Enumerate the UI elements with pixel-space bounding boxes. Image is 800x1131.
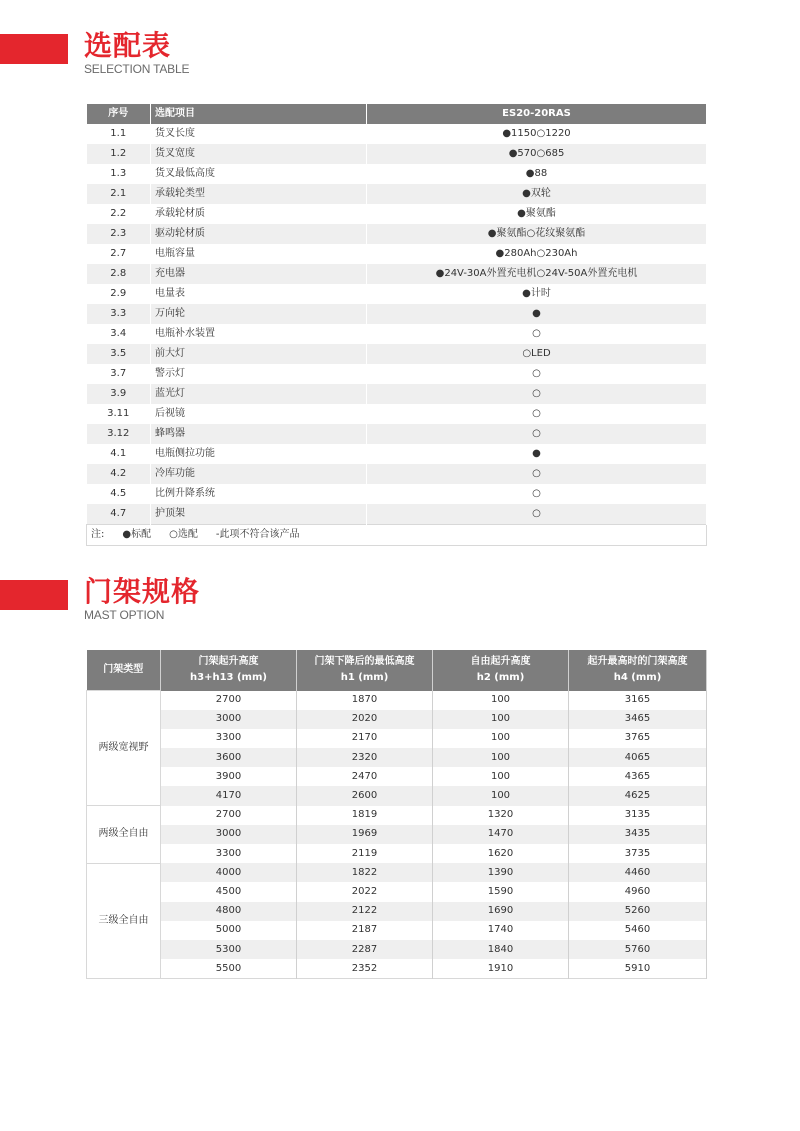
item-number-cell: 3.11 <box>87 404 151 424</box>
value-cell: 3465 <box>569 710 707 729</box>
item-value-cell: ●计时 <box>367 284 707 304</box>
table-row <box>87 825 707 844</box>
value-cell: 3000 <box>161 825 297 844</box>
legend-note-cell <box>87 525 707 546</box>
header-cell <box>297 650 433 691</box>
item-name-cell: 护顶架 <box>151 504 367 525</box>
value-cell: 2122 <box>297 902 433 921</box>
item-number-cell: 1.2 <box>87 144 151 164</box>
item-number-cell: 3.5 <box>87 344 151 364</box>
value-cell: 4500 <box>161 882 297 901</box>
table-row <box>87 444 707 464</box>
table-row <box>87 424 707 444</box>
value-cell: 100 <box>433 767 569 786</box>
header-cell: ES20-20RAS <box>367 104 707 124</box>
table-row <box>87 844 707 863</box>
value-cell: 4000 <box>161 863 297 882</box>
table-row <box>87 484 707 504</box>
item-number-cell: 2.8 <box>87 264 151 284</box>
item-name-cell: 蜂鸣器 <box>151 424 367 444</box>
item-value-cell: ○ <box>367 404 707 424</box>
table-row <box>87 164 707 184</box>
value-cell: 1870 <box>297 691 433 710</box>
item-name-cell: 电量表 <box>151 284 367 304</box>
item-number-cell: 4.1 <box>87 444 151 464</box>
value-cell: 3735 <box>569 844 707 863</box>
legend-note-row <box>87 525 707 546</box>
table-row <box>87 324 707 344</box>
item-name-cell: 货叉宽度 <box>151 144 367 164</box>
item-number-cell: 3.12 <box>87 424 151 444</box>
item-value-cell: ●聚氨酯 <box>367 204 707 224</box>
table-row <box>87 364 707 384</box>
item-number-cell: 2.1 <box>87 184 151 204</box>
value-cell: 100 <box>433 710 569 729</box>
table-row <box>87 124 707 144</box>
item-number-cell: 2.2 <box>87 204 151 224</box>
header-unit: h3+h13 (mm) <box>190 672 267 684</box>
table-row <box>87 863 707 882</box>
value-cell: 2700 <box>161 691 297 710</box>
table-row <box>87 404 707 424</box>
value-cell: 1822 <box>297 863 433 882</box>
value-cell: 1470 <box>433 825 569 844</box>
item-value-cell: ○ <box>367 484 707 504</box>
item-value-cell: ● <box>367 304 707 324</box>
value-cell: 3000 <box>161 710 297 729</box>
item-value-cell: ●双轮 <box>367 184 707 204</box>
item-value-cell: ○ <box>367 384 707 404</box>
value-cell: 2700 <box>161 806 297 825</box>
value-cell: 5500 <box>161 959 297 979</box>
value-cell: 3435 <box>569 825 707 844</box>
selection-table <box>86 104 707 546</box>
value-cell: 3165 <box>569 691 707 710</box>
legend-prefix: 注: <box>91 529 105 540</box>
value-cell: 100 <box>433 729 569 748</box>
item-value-cell: ○ <box>367 364 707 384</box>
header-cell <box>161 650 297 691</box>
value-cell: 4365 <box>569 767 707 786</box>
item-number-cell: 3.9 <box>87 384 151 404</box>
value-cell: 1740 <box>433 921 569 940</box>
value-cell: 2320 <box>297 748 433 767</box>
table-row <box>87 710 707 729</box>
table-row <box>87 691 707 710</box>
item-name-cell: 电瓶容量 <box>151 244 367 264</box>
value-cell: 100 <box>433 748 569 767</box>
table-row <box>87 786 707 805</box>
header-line: 门架下降后的最低高度 <box>314 656 415 668</box>
value-cell: 5000 <box>161 921 297 940</box>
table-row <box>87 184 707 204</box>
value-cell: 5300 <box>161 940 297 959</box>
value-cell: 5760 <box>569 940 707 959</box>
item-value-cell: ○ <box>367 324 707 344</box>
item-name-cell: 货叉长度 <box>151 124 367 144</box>
table-row <box>87 244 707 264</box>
value-cell: 4625 <box>569 786 707 805</box>
table-row <box>87 748 707 767</box>
item-value-cell: ●280Ah○230Ah <box>367 244 707 264</box>
section-title-selection: 选配表 <box>84 29 172 62</box>
value-cell: 4960 <box>569 882 707 901</box>
header-cell <box>87 650 161 691</box>
item-name-cell: 货叉最低高度 <box>151 164 367 184</box>
value-cell: 1620 <box>433 844 569 863</box>
mast-type-cell: 两级全自由 <box>87 806 161 864</box>
value-cell: 1840 <box>433 940 569 959</box>
item-name-cell: 后视镜 <box>151 404 367 424</box>
table-row <box>87 284 707 304</box>
table-header-row <box>87 650 707 691</box>
table-row <box>87 940 707 959</box>
header-cell: 序号 <box>87 104 151 124</box>
table-row <box>87 344 707 364</box>
table-row <box>87 304 707 324</box>
table-row <box>87 767 707 786</box>
section-accent-bar <box>0 580 68 610</box>
item-name-cell: 前大灯 <box>151 344 367 364</box>
value-cell: 1819 <box>297 806 433 825</box>
item-name-cell: 警示灯 <box>151 364 367 384</box>
value-cell: 4800 <box>161 902 297 921</box>
item-number-cell: 4.2 <box>87 464 151 484</box>
table-row <box>87 959 707 979</box>
item-value-cell: ●88 <box>367 164 707 184</box>
value-cell: 1590 <box>433 882 569 901</box>
value-cell: 3135 <box>569 806 707 825</box>
header-unit: h2 (mm) <box>476 672 525 684</box>
item-name-cell: 承载轮材质 <box>151 204 367 224</box>
value-cell: 3300 <box>161 844 297 863</box>
item-name-cell: 比例升降系统 <box>151 484 367 504</box>
header-line: 起升最高时的门架高度 <box>587 656 688 668</box>
value-cell: 2187 <box>297 921 433 940</box>
value-cell: 1320 <box>433 806 569 825</box>
table-row <box>87 264 707 284</box>
item-value-cell: ○ <box>367 424 707 444</box>
value-cell: 2119 <box>297 844 433 863</box>
item-name-cell: 承载轮类型 <box>151 184 367 204</box>
item-value-cell: ● <box>367 444 707 464</box>
value-cell: 2020 <box>297 710 433 729</box>
header-unit: h1 (mm) <box>340 672 389 684</box>
table-row <box>87 902 707 921</box>
value-cell: 4460 <box>569 863 707 882</box>
section-title-mast: 门架规格 <box>84 575 201 608</box>
item-value-cell: ○LED <box>367 344 707 364</box>
item-value-cell: ●570○685 <box>367 144 707 164</box>
item-value-cell: ●聚氨酯○花纹聚氨酯 <box>367 224 707 244</box>
value-cell: 100 <box>433 691 569 710</box>
table-row <box>87 224 707 244</box>
value-cell: 1390 <box>433 863 569 882</box>
value-cell: 3600 <box>161 748 297 767</box>
item-name-cell: 万向轮 <box>151 304 367 324</box>
item-name-cell: 驱动轮材质 <box>151 224 367 244</box>
value-cell: 2022 <box>297 882 433 901</box>
section-accent-bar <box>0 34 68 64</box>
value-cell: 3765 <box>569 729 707 748</box>
item-number-cell: 2.9 <box>87 284 151 304</box>
legend-standard: ●标配 <box>122 529 152 540</box>
header-line: 门架类型 <box>103 664 144 675</box>
table-row <box>87 921 707 940</box>
item-value-cell: ○ <box>367 504 707 525</box>
value-cell: 3900 <box>161 767 297 786</box>
value-cell: 2170 <box>297 729 433 748</box>
section-subtitle-selection: SELECTION TABLE <box>84 62 190 76</box>
item-number-cell: 2.3 <box>87 224 151 244</box>
value-cell: 100 <box>433 786 569 805</box>
table-row <box>87 204 707 224</box>
table-row <box>87 464 707 484</box>
item-number-cell: 2.7 <box>87 244 151 264</box>
mast-type-cell: 两级宽视野 <box>87 691 161 806</box>
table-row <box>87 806 707 825</box>
item-number-cell: 4.7 <box>87 504 151 525</box>
item-name-cell: 充电器 <box>151 264 367 284</box>
item-value-cell: ●24V-30A外置充电机○24V-50A外置充电机 <box>367 264 707 284</box>
legend-na: -此项不符合该产品 <box>215 529 300 540</box>
header-unit: h4 (mm) <box>613 672 662 684</box>
legend-optional: ○选配 <box>169 529 198 540</box>
value-cell: 4065 <box>569 748 707 767</box>
table-row <box>87 882 707 901</box>
item-value-cell: ○ <box>367 464 707 484</box>
item-value-cell: ●1150○1220 <box>367 124 707 144</box>
value-cell: 5460 <box>569 921 707 940</box>
value-cell: 2352 <box>297 959 433 979</box>
table-row <box>87 729 707 748</box>
value-cell: 2470 <box>297 767 433 786</box>
item-number-cell: 3.7 <box>87 364 151 384</box>
value-cell: 5260 <box>569 902 707 921</box>
item-number-cell: 3.3 <box>87 304 151 324</box>
header-line: 门架起升高度 <box>198 656 259 668</box>
item-name-cell: 电瓶侧拉功能 <box>151 444 367 464</box>
item-name-cell: 电瓶补水装置 <box>151 324 367 344</box>
table-header-row <box>87 104 707 124</box>
header-cell <box>433 650 569 691</box>
section-subtitle-mast: MAST OPTION <box>84 608 165 622</box>
mast-type-cell: 三级全自由 <box>87 863 161 979</box>
value-cell: 1969 <box>297 825 433 844</box>
item-name-cell: 冷库功能 <box>151 464 367 484</box>
value-cell: 1910 <box>433 959 569 979</box>
item-number-cell: 1.1 <box>87 124 151 144</box>
header-line: 自由起升高度 <box>470 656 531 668</box>
header-cell: 选配项目 <box>151 104 367 124</box>
mast-table <box>86 650 707 979</box>
item-name-cell: 蓝光灯 <box>151 384 367 404</box>
table-row <box>87 384 707 404</box>
item-number-cell: 3.4 <box>87 324 151 344</box>
table-row <box>87 504 707 525</box>
value-cell: 3300 <box>161 729 297 748</box>
value-cell: 1690 <box>433 902 569 921</box>
header-cell <box>569 650 707 691</box>
value-cell: 5910 <box>569 959 707 979</box>
table-row <box>87 144 707 164</box>
value-cell: 2287 <box>297 940 433 959</box>
value-cell: 2600 <box>297 786 433 805</box>
item-number-cell: 4.5 <box>87 484 151 504</box>
item-number-cell: 1.3 <box>87 164 151 184</box>
value-cell: 4170 <box>161 786 297 805</box>
